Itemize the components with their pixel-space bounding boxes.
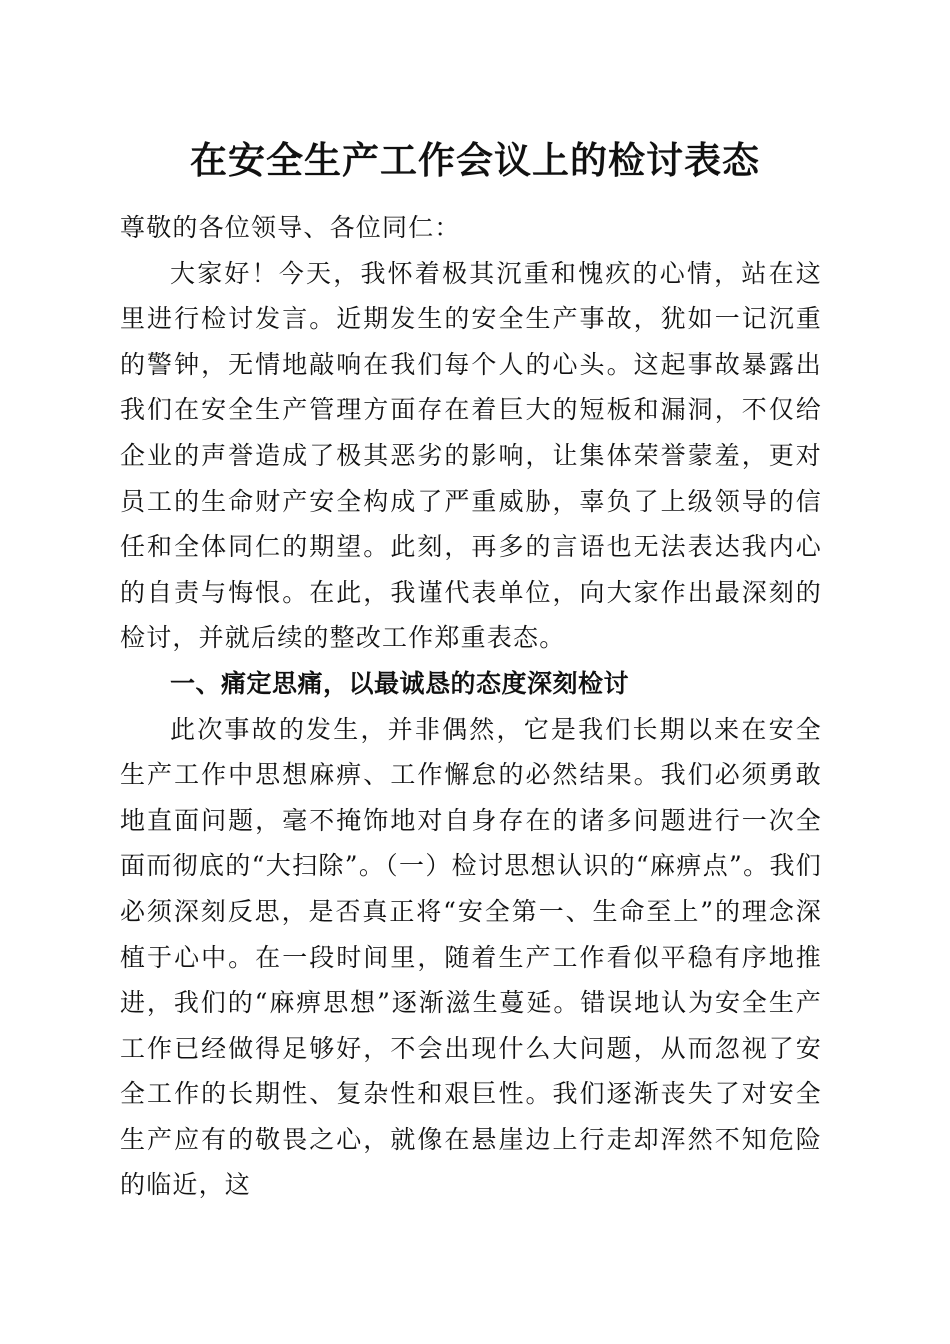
section-1-paragraph: 此次事故的发生，并非偶然，它是我们长期以来在安全生产工作中思想麻痹、工作懈怠的必然结果。我们必须勇敢地直面问题，毫不掩饰地对自身存在的诸多问题进行一次全面而彻底的“大扫除”。（一）检讨思想认识的“麻痹点”。我们必须深刻反思，是否真正将“安全第一、生命至上”的理念深植于心中。在一段时间里，随着生产工作看似平稳有序地推进，我们的“麻痹思想”逐渐滋生蔓延。错误地认为安全生产工作已经做得足够好，不会出现什么大问题，从而忽视了安全工作的长期性、复杂性和艰巨性。我们逐渐丧失了对安全生产应有的敬畏之心，就像在悬崖边上行走却浑然不知危险的临近，这	[120, 714, 822, 1200]
salutation: 尊敬的各位领导、各位同仁：	[120, 213, 461, 242]
document-body	[120, 205, 822, 1208]
intro-paragraph: 大家好！今天，我怀着极其沉重和愧疚的心情，站在这里进行检讨发言。近期发生的安全生产事故，犹如一记沉重的警钟，无情地敲响在我们每个人的心头。这起事故暴露出我们在安全生产管理方面存在着巨大的短板和漏洞，不仅给企业的声誉造成了极其恶劣的影响，让集体荣誉蒙羞，更对员工的生命财产安全构成了严重威胁，辜负了上级领导的信任和全体同仁的期望。此刻，再多的言语也无法表达我内心的自责与悔恨。在此，我谨代表单位，向大家作出最深刻的检讨，并就后续的整改工作郑重表态。	[120, 258, 822, 653]
section-heading-1: 一、痛定思痛，以最诚恳的态度深刻检讨	[170, 668, 630, 698]
document-title: 在安全生产工作会议上的检讨表态	[190, 138, 760, 182]
